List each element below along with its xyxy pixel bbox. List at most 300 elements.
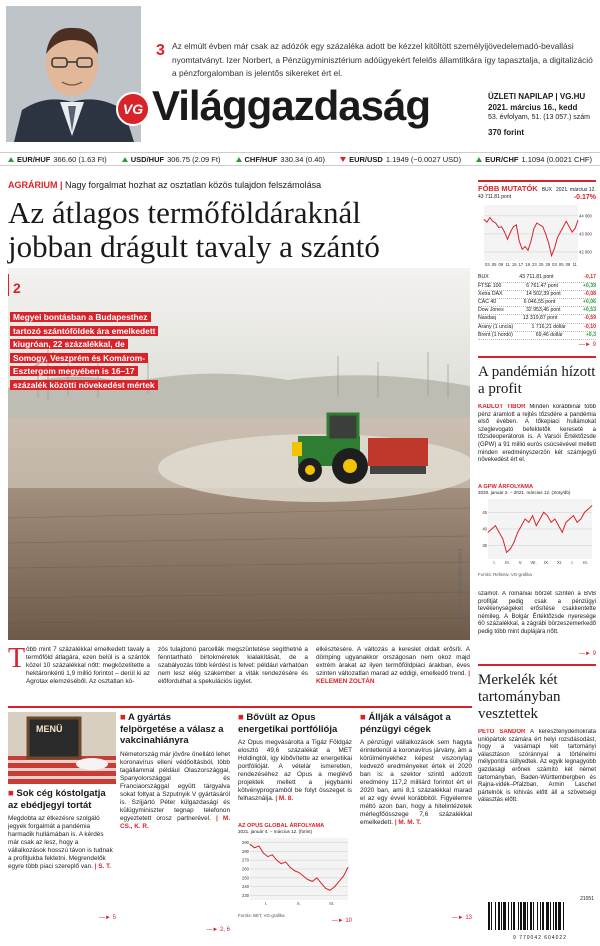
- barcode-issue-number: 21051: [580, 896, 594, 902]
- data-point: [588, 509, 589, 510]
- pandemic-byline: KADLÓT TIBOR: [478, 404, 526, 410]
- market-row-value: 13 319,87 pont: [522, 315, 558, 322]
- arrow-up-icon: [122, 157, 128, 162]
- barcode-bar: [563, 902, 564, 930]
- data-point: [551, 522, 552, 523]
- data-point: [573, 515, 574, 516]
- data-point: [558, 525, 559, 526]
- masthead-title: Világgazdaság: [152, 82, 431, 129]
- barcode-bar: [555, 902, 557, 930]
- merkel-body: [478, 729, 596, 885]
- data-point: [285, 862, 286, 863]
- data-point: [577, 522, 578, 523]
- market-row-chg: +0,53: [582, 307, 596, 314]
- arrow-up-icon: [8, 157, 14, 162]
- pandemic-headline: A pandémián hízott a profit: [478, 364, 596, 397]
- opus-chart: [238, 834, 352, 908]
- data-point: [525, 519, 526, 520]
- markets-page-ref: —► 9: [579, 342, 596, 349]
- data-point: [495, 525, 496, 526]
- market-row: [478, 307, 596, 315]
- plot-area: [484, 205, 578, 261]
- y-tick-label: 35: [482, 543, 487, 549]
- logo-badge-text: VG: [122, 101, 144, 117]
- x-tick-label: 03: [485, 262, 490, 268]
- barcode-bars: [486, 902, 594, 930]
- market-row: [478, 332, 596, 340]
- callout-line: Somogy, Veszprém és Komárom-: [10, 353, 148, 363]
- ticker-value: 306.75 (2.09 Ft): [167, 154, 221, 164]
- data-point: [321, 883, 322, 884]
- data-point: [539, 225, 540, 226]
- ticker-value: 330.34 (0.40): [280, 154, 326, 164]
- x-tick-label: V.: [518, 560, 523, 565]
- masthead-tagline: ÜZLETI NAPILAP | VG.HU: [488, 92, 586, 101]
- opus-text: Az Opus megvásárolta a Tigáz Földgáz elosztó 49,6 százalékát a MET Holdingtól, így kibővítette az energetikai portfólióját. A vételár ismeretlen, rendezéséhez az Opus a meglévő projektek mellett a jegybanki kötvényprogramból be folyt összeget is felhasználja.: [238, 739, 352, 803]
- data-point: [569, 227, 570, 228]
- opus-headline-text: Bővült az Opus energetikai portfóliója: [238, 712, 338, 735]
- market-row: [478, 299, 596, 307]
- data-point: [542, 227, 543, 228]
- data-point: [272, 854, 273, 855]
- data-point: [510, 232, 511, 233]
- market-row: [478, 291, 596, 299]
- data-point: [316, 877, 317, 878]
- ticker-pair: USD/HUF: [130, 154, 165, 164]
- y-tick-label: 270: [242, 857, 249, 863]
- vaccine-headline-text: A gyártás felpörgetése a válasz a vakcinahiányra: [120, 712, 224, 746]
- y-tick-label: 250: [242, 875, 249, 881]
- vaccine-headline: ■ A gyártás felpörgetése a válasz a vakcinahiányra: [120, 712, 224, 746]
- market-row: [478, 324, 596, 332]
- barcode-bar: [513, 902, 515, 930]
- barcode-bar: [518, 902, 519, 930]
- y-tick-label: 45: [482, 509, 487, 515]
- markets-chart-label: BUX: [541, 187, 552, 193]
- market-row: [478, 315, 596, 323]
- data-point: [522, 249, 523, 250]
- opus-headline: ■ Bővült az Opus energetikai portfóliója: [238, 712, 338, 735]
- x-tick-label: XI.: [556, 560, 563, 565]
- market-row-value: 32 953,46 pont: [525, 307, 561, 314]
- data-point: [495, 223, 496, 224]
- crisis-ref: M. M. T.: [398, 819, 422, 827]
- y-tick-label: 290: [242, 839, 249, 845]
- lead-kicker: AGRÁRIUM: [8, 180, 58, 190]
- market-row-chg: -0,59: [584, 315, 596, 322]
- data-point: [267, 856, 268, 857]
- photo-credit: FOTÓ: MTI – SZIGETVÁRY ZSOLT: [458, 548, 464, 628]
- data-point: [540, 519, 541, 520]
- callout-line: százalék közötti növekedést mértek: [10, 380, 158, 390]
- data-point: [263, 853, 264, 854]
- barcode-bar: [511, 902, 512, 930]
- y-tick-label: 260: [242, 866, 249, 872]
- data-point: [484, 219, 485, 220]
- barcode-bar: [546, 902, 549, 930]
- opus-chart-title: AZ OPUS GLOBAL ÁRFOLYAMA: [238, 823, 325, 829]
- currency-ticker: [0, 152, 600, 166]
- ticker-pair: EUR/USD: [349, 154, 383, 164]
- lead-headline: [8, 196, 473, 264]
- data-point: [566, 221, 567, 222]
- data-point: [548, 243, 549, 244]
- data-point: [528, 522, 529, 523]
- data-point: [514, 542, 515, 543]
- y-tick-label: 280: [242, 848, 249, 854]
- opus-ref: M. 8.: [278, 795, 294, 803]
- lead-kicker-row: AGRÁRIUM | Nagy forgalmat hozhat az osztatlan közös tulajdon felszámolása: [8, 180, 322, 190]
- data-point: [250, 844, 251, 845]
- x-tick-label: 05: [491, 262, 497, 268]
- lead-callout: [10, 310, 178, 391]
- vaccine-page-ref-num: 2, 6: [219, 926, 230, 933]
- opus-story: [238, 712, 352, 924]
- ticker-item: [122, 155, 221, 164]
- lead-col-2: zös tulajdonú parcellák megszüntetése segíthetné a fenntartható birtokméretek kialakítását, de a szabályozás több kérdést is felvet: például várhatóan nem lesz elég szakember a viták rendezésére és előfordulhat a spekulációs ügylet.: [158, 646, 308, 686]
- food-headline-text: Sok cég kóstolgatja az ebédjegyi tortát: [8, 788, 106, 811]
- ticker-pair: CHF/HUF: [244, 154, 278, 164]
- x-tick-label: 17: [518, 262, 524, 268]
- data-point: [554, 519, 555, 520]
- data-point: [491, 529, 492, 530]
- crisis-headline: ■ Állják a válságot a pénzügyi cégek: [360, 712, 451, 735]
- barcode-bar: [501, 902, 502, 930]
- x-tick-label: II.: [297, 901, 301, 906]
- crisis-page-ref-num: 13: [465, 915, 472, 921]
- pandemic-page-ref-num: 9: [592, 651, 596, 657]
- lead-col-3-text: elkésztésére. A változás a kereslet oldalt erősíti. A dömping ugyanakkor országosan nem okoz majd extrém árakat az ilyen termőföldpiaci árakban, éves szinten változatlan marad az eddigi, emelkedő trend.: [316, 646, 470, 678]
- barcode: [486, 896, 594, 940]
- y-tick-label: 42 000: [579, 249, 592, 255]
- barcode-bar: [491, 902, 492, 930]
- vaccine-page-ref: —► 2, 6: [206, 926, 230, 933]
- crisis-page-ref: —► 13: [451, 915, 472, 921]
- data-point: [566, 522, 567, 523]
- x-tick-label: III.: [329, 901, 334, 906]
- data-point: [534, 228, 535, 229]
- barcode-bar: [523, 902, 526, 930]
- data-point: [502, 539, 503, 540]
- market-row-name: Nasdaq: [478, 315, 496, 322]
- market-row-name: BUX: [478, 274, 489, 281]
- data-point: [569, 519, 570, 520]
- market-row-name: Xetra DAX: [478, 290, 503, 297]
- x-tick-label: 11: [572, 262, 577, 268]
- market-row-value: 6 761.47 pont: [526, 282, 558, 289]
- data-point: [536, 223, 537, 224]
- callout-line: tartozó szántóföldek ára emelkedett: [10, 326, 158, 336]
- ticker-value: 1.1949 (−0.0027 USD): [385, 154, 462, 164]
- barcode-bar: [527, 902, 528, 930]
- vaccine-text: Németország már jövőre önellátó lehet koronavírus elleni védőoltásból, több tagállammal például Olaszországgal, Spanyolországgal és Franciaországgal együtt tárgyalva sokat foltyat a Szputnyik V gyártásáról is. Szíjjártó Péter külgazdasági és külügyminiszter tegnap telefonon egyeztetett orosz partnerével.: [120, 750, 230, 822]
- data-point: [513, 227, 514, 228]
- data-point: [276, 860, 277, 861]
- data-point: [531, 241, 532, 242]
- pandemic-text: Minden korábbinál több pénz áramlott a rejtés tőzsdére a pandémia első évében. A tőkepiaci hullámokat szeglevogató befektetők kereseté a tőzsdeoperátorok is. A Varsói Értéktőzsde (GPW) a 91 millió eurós csúcsévével mellett minden eredményszerzön két számjegyű növekedést ért el.: [478, 404, 596, 464]
- masthead-issue: 53. évfolyam, 51. (13 057.) szám: [488, 114, 590, 121]
- pandemic-body-2: számot. A romániai bőrzét szintén a BVB profitját pedig csak a pénzügyi tevékenységeket erősítése csakkentette némileg. A Bolgár Értéktőzsde nyeresége 60 százalékkal, a zágrábi börzeszemerkedő pedig több mint duplájára nőtt.: [478, 591, 596, 635]
- markets-title: FŐBB MUTATÓK: [478, 184, 538, 193]
- data-point: [487, 222, 488, 223]
- food-story: [8, 712, 116, 921]
- data-point: [545, 234, 546, 235]
- y-tick-label: 43 000: [579, 231, 592, 237]
- lead-subhead: Nagy forgalmat hozhat az osztatlan közös tulajdon felszámolása: [65, 180, 322, 190]
- opus-body: Az Opus megvásárolta a Tigáz Földgáz elosztó 49,6 százalékát a MET Holdingtól, így kibővítette az energetikai portfólióját. A vételár ismeretlen, rendezéséhez az Opus a meglévő projektek mellett a jegybanki kötvényprogramból be folyt összeget is felhasználja. | M. 8.: [238, 739, 352, 803]
- food-body: Megdobta az étkezésre szolgáló jegyek forgalmát a pandémia harmadik hullámában is. A kérdés már csak az lesz, hogy a vállalkozások hosszú távon is tudnak a profitjukba fektetni. Megrendelők egyre több piaci szereplő van. | S. T.: [8, 815, 113, 871]
- barcode-bar: [508, 902, 509, 930]
- x-tick-label: 23: [532, 262, 537, 268]
- x-tick-label: VII.: [530, 560, 537, 565]
- merkel-headline: Merkelék két tartományban vesztettek: [478, 672, 561, 722]
- food-photo-sign: MENÜ: [36, 724, 63, 734]
- x-tick-label: 11: [505, 262, 510, 268]
- lead-col-3: elkésztésére. A változás a kereslet oldalt erősíti. A dömping ugyanakkor országosan nem okoz majd extrém árakat az ilyen termőföldpiaci árakban, éves szinten változatlan marad az eddigi, emelkedő trend. | KELEMEN ZOLTÁN: [316, 646, 470, 686]
- lead-col-1: öbb mint 7 százalékkal emelkedett tavaly a termőföld átlagára, ezen belül is a szántók közel 10 százalékkal nőtt: megközelítette a hektáronkénti 1,9 millió forintot – derül ki az Agrotax elemzéséből. Az osztatlan kö-: [26, 646, 150, 686]
- callout-line: Esztergom megyében is 16–17: [10, 366, 138, 376]
- data-point: [532, 515, 533, 516]
- data-point: [575, 228, 576, 229]
- data-point: [547, 515, 548, 516]
- market-row-value: 14 502,39 pont: [526, 290, 561, 297]
- data-point: [507, 239, 508, 240]
- barcode-bar: [488, 902, 490, 930]
- bottom-divider: [8, 706, 472, 708]
- teaser-text: Az elmúlt évben már csak az adózók egy százaléka adott be kézzel kitöltött személyijövedelemadó-bevallási nyomtatványt. Izer Norbert, a Pénzügyminisztérium adóügyekért felelős államtitkára így tapasztalja, a digitalizáció a pénzforgalomban is jelentős sikereket ért el.: [172, 41, 593, 78]
- y-tick-label: 40: [482, 526, 487, 532]
- data-point: [525, 247, 526, 248]
- data-point: [521, 525, 522, 526]
- opus-chart-source: Forrás: BÉT, VG-grafika: [238, 913, 285, 918]
- opus-page-ref-num: 10: [345, 918, 352, 924]
- gpw-chart-title: A GPW ÁRFOLYAMA: [478, 484, 534, 490]
- data-point: [339, 881, 340, 882]
- opus-page-ref: —► 10: [331, 918, 352, 924]
- data-point: [562, 532, 563, 533]
- markets-table: [478, 274, 596, 340]
- x-tick-label: I.: [493, 560, 496, 565]
- lead-page-ref: 2: [13, 280, 21, 296]
- data-point: [308, 879, 309, 880]
- market-row-chg: +0,06: [582, 299, 596, 306]
- barcode-bar: [498, 902, 500, 930]
- market-row-chg: -0,08: [584, 290, 596, 297]
- data-point: [498, 228, 499, 229]
- x-tick-label: 03: [552, 262, 557, 268]
- data-point: [517, 532, 518, 533]
- markets-chart-date: 2021. március 12.: [556, 187, 596, 193]
- data-point: [578, 220, 579, 221]
- lead-headline-line: Az átlagos termőföldáraknál: [8, 195, 361, 230]
- data-point: [330, 890, 331, 891]
- barcode-bar: [558, 902, 561, 930]
- pandemic-story: [478, 356, 596, 657]
- food-photo: [8, 712, 116, 784]
- market-row-value: 69,46 dollár: [535, 331, 563, 338]
- market-row-chg: -0,17: [584, 274, 596, 281]
- market-row: [478, 274, 596, 282]
- barcode-bar: [540, 902, 541, 930]
- data-point: [489, 218, 490, 219]
- market-row-value: 1 716,21 dollár: [531, 323, 566, 330]
- data-point: [343, 876, 344, 877]
- x-tick-label: I.: [265, 901, 268, 906]
- data-point: [334, 886, 335, 887]
- x-tick-label: III.: [505, 560, 510, 565]
- callout-line: Megyei bontásban a Budapesthez: [10, 312, 151, 322]
- ticker-item: [340, 155, 461, 164]
- arrow-down-icon: [340, 157, 346, 162]
- lead-headline-line: jobban drágult tavaly a szántó: [8, 229, 380, 264]
- food-ref: S. T.: [98, 863, 112, 871]
- arrow-up-icon: [236, 157, 242, 162]
- masthead-price: 370 forint: [488, 127, 525, 137]
- merkel-byline: PETŐ SÁNDOR: [478, 729, 526, 735]
- ticker-item: [8, 155, 107, 164]
- data-point: [536, 525, 537, 526]
- market-row-chg: +0,39: [582, 282, 596, 289]
- crisis-story: [360, 712, 472, 921]
- data-point: [592, 505, 593, 506]
- lead-dropcap: T: [8, 643, 26, 674]
- ticker-item: [236, 155, 326, 164]
- barcode-bar: [537, 902, 538, 930]
- market-row-value: 43 711.81 pont: [519, 274, 554, 281]
- markets-chart-change: -0.17%: [573, 194, 596, 202]
- data-point: [506, 552, 507, 553]
- barcode-bar: [553, 902, 554, 930]
- lead-byline: KELEMEN ZOLTÁN: [316, 678, 375, 686]
- market-row-name: Dow Jones: [478, 307, 504, 314]
- teaser-page-number: 3: [156, 42, 165, 59]
- ticker-value: 1.1094 (0.0021 CHF): [521, 154, 592, 164]
- data-point: [516, 225, 517, 226]
- food-headline: ■ Sok cég kóstolgatja az ebédjegyi tortát: [8, 788, 106, 811]
- market-row: [478, 283, 596, 291]
- barcode-number: 9 770042 604022: [513, 935, 567, 941]
- y-tick-label: 44 000: [579, 213, 592, 219]
- x-tick-label: IX.: [543, 560, 550, 565]
- data-point: [519, 241, 520, 242]
- data-point: [563, 227, 564, 228]
- data-point: [528, 250, 529, 251]
- y-tick-label: 240: [242, 884, 249, 890]
- crisis-headline-text: Állják a válságot a pénzügyi cégek: [360, 712, 451, 735]
- data-point: [492, 221, 493, 222]
- pandemic-page-ref: —► 9: [579, 651, 596, 657]
- x-tick-label: 05: [558, 262, 564, 268]
- crisis-body: A pénzügyi vállalkozások sem hagyta érintetlenül a koronavírus járvány, ám a körülményekhez képest viszonylag kedvező eredményeket értek el 2020 ban is: a szektor szintű adózott eredmény 117,2 milliárd forintot ért el 2020 ban, ami 8,1 százalékkal marad el az egy évvel korábbitól. Figyelemre méltó azon ban, hogy a hitelintézetek mérlegfőösszege 7,6 százalékkal emelkedett. | M. M. T.: [360, 739, 472, 827]
- barcode-bar: [503, 902, 506, 930]
- y-tick-label: 230: [242, 893, 249, 899]
- data-point: [325, 888, 326, 889]
- barcode-bar: [533, 902, 534, 930]
- gpw-chart-source: Forrás: Refinitiv, VG-grafika: [478, 572, 532, 577]
- barcode-bar: [520, 902, 522, 930]
- data-point: [259, 846, 260, 847]
- x-tick-label: 29: [545, 262, 551, 268]
- data-point: [543, 512, 544, 513]
- data-point: [499, 532, 500, 533]
- data-point: [557, 238, 558, 239]
- barcode-bar: [530, 902, 532, 930]
- market-row-name: Arany (1 uncia): [478, 323, 514, 330]
- data-point: [560, 232, 561, 233]
- food-page-ref: —► 5: [99, 915, 116, 921]
- vaccine-body: Németország már jövőre önellátó lehet koronavírus elleni védőoltásból, több tagállammal például Olaszországgal, Spanyolországgal és Franciaországgal együtt tárgyalva sokat foltyat a Szputnyik V gyártásáról is. Szíjjártó Péter külgazdasági és külügyminiszter tegnap telefonon egyeztetett orosz partnerével. | M. CS., K. R.: [120, 750, 230, 830]
- barcode-bar: [550, 902, 551, 930]
- gpw-chart: [478, 495, 596, 567]
- data-point: [281, 863, 282, 864]
- barcode-bar: [495, 902, 496, 930]
- merkel-story: [478, 664, 596, 885]
- data-point: [303, 876, 304, 877]
- data-point: [488, 532, 489, 533]
- x-tick-label: 25: [538, 262, 544, 268]
- market-row-chg: -0,10: [584, 323, 596, 330]
- x-tick-label: 09: [498, 262, 504, 268]
- market-row-name: FTSE 100: [478, 282, 502, 289]
- data-point: [254, 847, 255, 848]
- x-tick-label: 09: [565, 262, 571, 268]
- data-point: [584, 512, 585, 513]
- x-tick-label: 15: [511, 262, 517, 268]
- data-point: [312, 881, 313, 882]
- market-row-value: 6 046,55 pont: [523, 299, 556, 306]
- x-tick-label: 19: [525, 262, 530, 268]
- vaccine-story: [120, 712, 230, 933]
- market-row-chg: +0,3: [585, 331, 596, 338]
- data-point: [290, 867, 291, 868]
- markets-chart-sub: 43 711.81 pont: [478, 194, 511, 201]
- masthead-info: [488, 92, 598, 138]
- market-row-name: Brent (1 hordó): [478, 331, 513, 338]
- merkel-text: A kereszténydemokrata uniópártok számára ért helyi rozsdásodást, hogy a vasárnapi két tartományi választáson szóránnyal a történelmi mélypontra süllyedtek. Az egyik legnagyobb gazdasági erőnek számító két német tartományban, Baden-Württembergben és Rajna-vidék–Pfalzban, Armin Laschet pártelnök is kihívás előtt áll a szövetségi választás előtt.: [478, 729, 596, 804]
- ticker-pair: EUR/CHF: [485, 154, 519, 164]
- data-point: [554, 248, 555, 249]
- ticker-value: 366.60 (1.63 Ft): [53, 154, 107, 164]
- pandemic-body: [478, 404, 596, 480]
- opus-chart-sub: 2021. január 4. – március 12. (forint): [238, 829, 313, 834]
- ticker-item: [476, 155, 592, 164]
- data-point: [551, 256, 552, 257]
- data-point: [501, 227, 502, 228]
- data-point: [504, 232, 505, 233]
- ticker-pair: EUR/HUF: [17, 154, 51, 164]
- data-point: [510, 549, 511, 550]
- data-point: [348, 867, 349, 868]
- x-tick-label: I.: [571, 560, 574, 565]
- vaccine-ref: M. CS., K. R.: [120, 814, 230, 830]
- logo-badge: [116, 92, 150, 126]
- callout-line: kiugróan, 22 százalékkal, de: [10, 339, 128, 349]
- barcode-bar: [542, 902, 544, 930]
- x-tick-label: III.: [583, 560, 588, 565]
- market-row-name: CAC 40: [478, 299, 497, 306]
- data-point: [294, 870, 295, 871]
- markets-box: [478, 180, 596, 348]
- data-point: [299, 872, 300, 873]
- crisis-text: A pénzügyi vállalkozások sem hagyta érintetlenül a koronavírus járvány, ám a körülményekhez képest viszonylag kedvező eredményeket értek el 2020 ban is: a szektor szintű adózott eredmény 117,2 milliárd forintot ért el 2020 ban, ami 8,1 százalékkal marad el az egy évvel korábbitól. Figyelemre méltó azon ban, hogy a hitelintézetek mérlegfőösszege 7,6 százalékkal emelkedett.: [360, 739, 472, 827]
- data-point: [580, 519, 581, 520]
- food-page-ref-num: 5: [112, 915, 116, 921]
- data-point: [572, 232, 573, 233]
- food-text: Megdobta az étkezésre szolgáló jegyek forgalmát a pandémia harmadik hullámában is. A kérdés már csak az lesz, hogy a vállalkozások hosszú távon is tudnak a profitjukba fektetni. Megrendelők egyre több piaci szereplő van.: [8, 815, 113, 871]
- masthead-date: 2021. március 16., kedd: [488, 102, 578, 112]
- bux-chart: [478, 201, 596, 269]
- arrow-up-icon: [476, 157, 482, 162]
